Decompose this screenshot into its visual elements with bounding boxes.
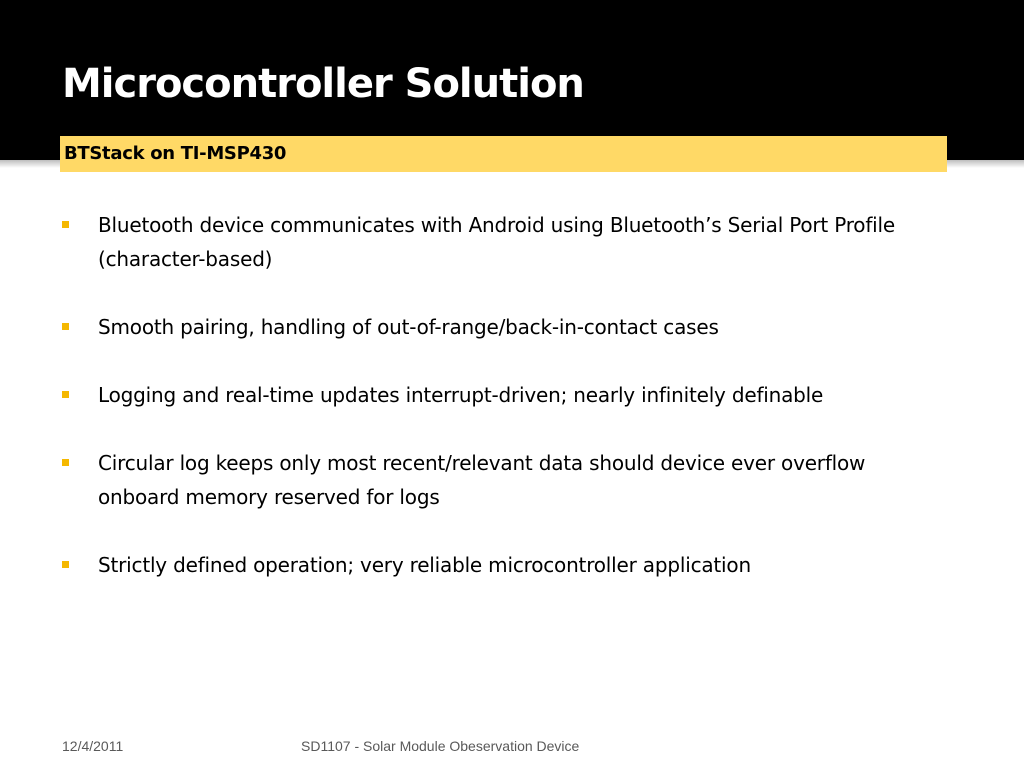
bullet-item — [62, 446, 942, 514]
bullet-text: Bluetooth device communicates with Android using Bluetooth’s Serial Port Profile (character-based) — [98, 213, 895, 271]
subtitle-highlight-bar — [60, 136, 947, 172]
bullet-text: Smooth pairing, handling of out-of-range/back-in-contact cases — [98, 315, 719, 339]
slide-subtitle: BTStack on TI-MSP430 — [64, 143, 287, 164]
bullet-item — [62, 378, 942, 412]
square-bullet-icon — [62, 221, 69, 228]
square-bullet-icon — [62, 391, 69, 398]
bullet-list — [62, 208, 942, 616]
bullet-item — [62, 548, 942, 582]
footer-title: SD1107 - Solar Module Obeservation Device — [301, 738, 580, 754]
bullet-text: Logging and real-time updates interrupt-driven; nearly infinitely definable — [98, 383, 824, 407]
square-bullet-icon — [62, 561, 69, 568]
bullet-text: Circular log keeps only most recent/relevant data should device ever overflow onboard memory reserved for logs — [98, 451, 866, 509]
square-bullet-icon — [62, 323, 69, 330]
square-bullet-icon — [62, 459, 69, 466]
bullet-item — [62, 310, 942, 344]
bullet-item — [62, 208, 942, 276]
footer-date: 12/4/2011 — [62, 738, 124, 754]
slide-title: Microcontroller Solution — [62, 61, 584, 107]
bullet-text: Strictly defined operation; very reliable microcontroller application — [98, 553, 751, 577]
